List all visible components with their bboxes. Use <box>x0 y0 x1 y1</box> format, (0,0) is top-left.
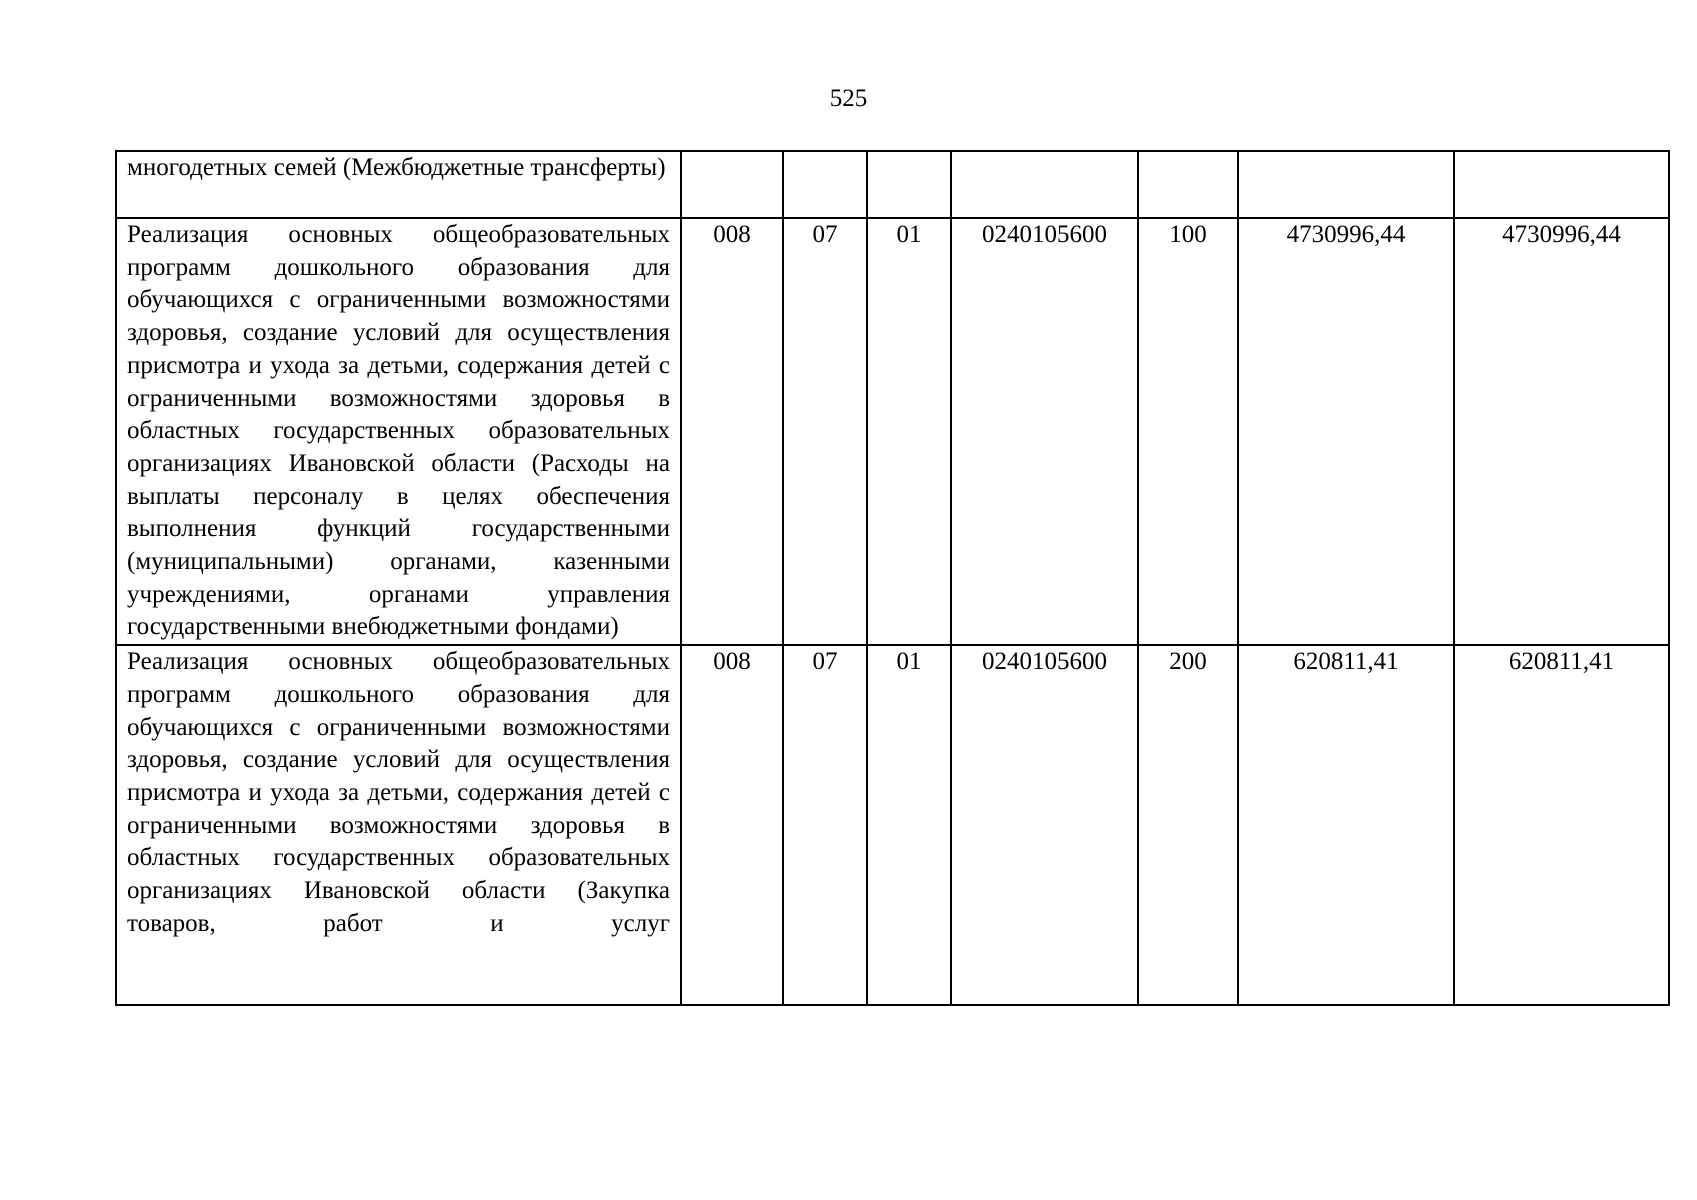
row-description: Реализация основных общеобразовательных программ дошкольного образования для обучающихся с ограниченными возможностями здоровья, создание условий для осуществления присмотра и ухода за детьми, содержания детей с ограниченными возможностями здоровья в областных государственных образовательных организациях Ивановской области (Закупка товаров, работ и услуг <box>116 645 681 1005</box>
page-number: 525 <box>829 85 868 112</box>
admin-code-cell: 008 <box>681 645 783 1005</box>
amount-2-cell <box>1454 151 1669 218</box>
table-row <box>116 218 1669 645</box>
section-code-cell: 07 <box>783 218 867 645</box>
budget-table <box>115 150 1670 1006</box>
subsection-code-cell: 01 <box>867 645 951 1005</box>
row-description: Реализация основных общеобразовательных программ дошкольного образования для обучающихся с ограниченными возможностями здоровья, создание условий для осуществления присмотра и ухода за детьми, содержания детей с ограниченными возможностями здоровья в областных государственных образовательных организациях Ивановской области (Расходы на выплаты персоналу в целях обеспечения выполнения функций государственными (муниципальными) органами, казенными учреждениями, органами управления государственными внебюджетными фондами) <box>116 218 681 645</box>
row-description: многодетных семей (Межбюджетные трансферты) <box>116 151 681 218</box>
target-code-cell: 0240105600 <box>951 645 1138 1005</box>
amount-1-cell: 4730996,44 <box>1238 218 1454 645</box>
amount-1-cell: 620811,41 <box>1238 645 1454 1005</box>
expense-type-cell: 100 <box>1138 218 1238 645</box>
section-code-cell: 07 <box>783 645 867 1005</box>
expense-type-cell: 200 <box>1138 645 1238 1005</box>
target-code-cell <box>951 151 1138 218</box>
target-code-cell: 0240105600 <box>951 218 1138 645</box>
subsection-code-cell: 01 <box>867 218 951 645</box>
amount-1-cell <box>1238 151 1454 218</box>
amount-2-cell: 620811,41 <box>1454 645 1669 1005</box>
expense-type-cell <box>1138 151 1238 218</box>
section-code-cell <box>783 151 867 218</box>
amount-2-cell: 4730996,44 <box>1454 218 1669 645</box>
admin-code-cell: 008 <box>681 218 783 645</box>
subsection-code-cell <box>867 151 951 218</box>
admin-code-cell <box>681 151 783 218</box>
table-row <box>116 151 1669 218</box>
table-row <box>116 645 1669 1005</box>
